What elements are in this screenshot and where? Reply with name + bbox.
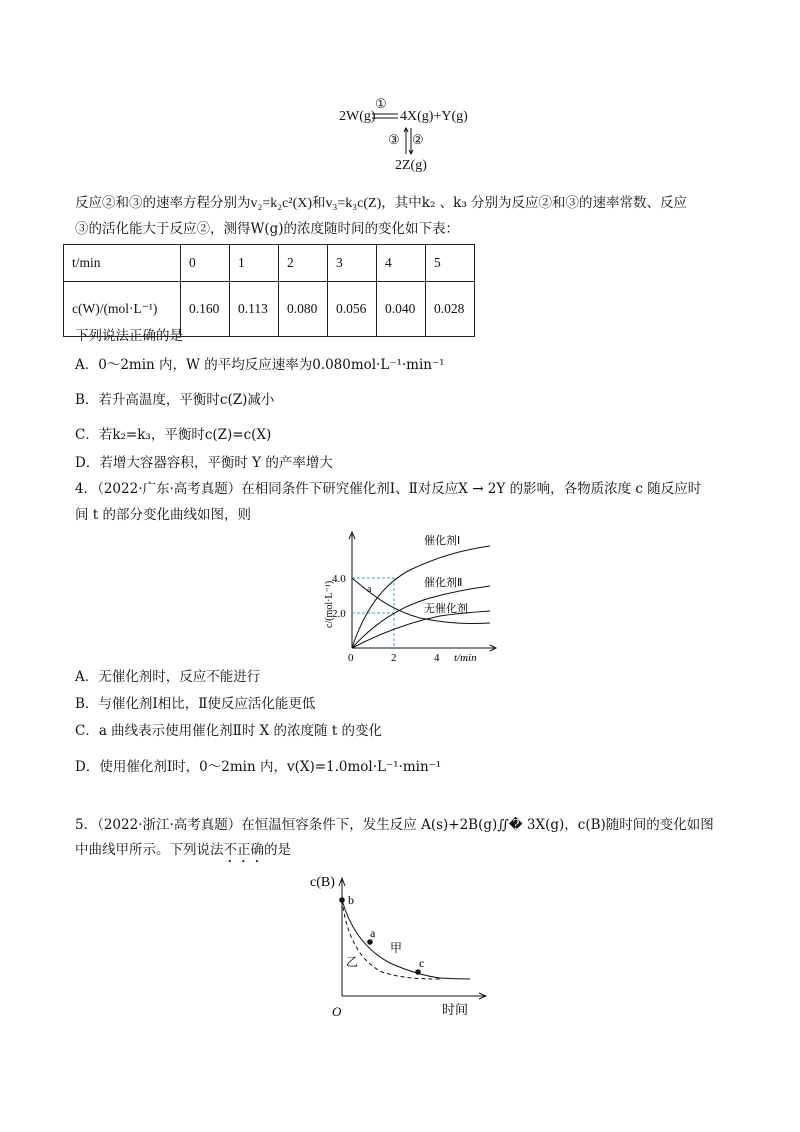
y-tick-label: 4.0 (332, 573, 346, 585)
q4-option-b: B．与催化剂Ⅰ相比，Ⅱ使反应活化能更低 (75, 696, 316, 712)
curve-no-catalyst (352, 611, 490, 648)
table-cell: 0.080 (279, 282, 328, 337)
q3-paragraph-line2: ③的活化能大于反应②，测得W(g)的浓度随时间的变化如下表： (75, 221, 460, 237)
table-cell: 4 (377, 245, 426, 282)
forward-arrow-icon (372, 112, 400, 120)
q4-option-a: A．无催化剂时，反应不能进行 (75, 669, 261, 685)
curve-catalyst-2 (352, 586, 490, 648)
point-label-a: a (370, 926, 376, 940)
q3-option-b: B．若升高温度，平衡时c(Z)减小 (75, 392, 275, 408)
q3-prompt: 下列说法正确的是 (75, 328, 183, 344)
concentration-table (63, 244, 475, 337)
q5-stem-line1: 5．（2022·浙江·高考真题）在恒温恒容条件下，发生反应 A(s)+2B(g)∬� 3X(g)，c(B)随时间的变化如图 (75, 817, 714, 833)
q3-option-a: A．0～2min 内，W 的平均反应速率为0.080mol·L⁻¹·min⁻¹ (75, 357, 445, 373)
x-axis-label: 时间 (442, 1003, 469, 1018)
series-label-a: a (367, 584, 372, 595)
series-label-no-catalyst: 无催化剂 (424, 602, 468, 615)
series-label-jia: 甲 (390, 941, 403, 955)
q3-paragraph-line1: 反应②和③的速率方程分别为v₂=k₂c²(X)和v₃=k₃c(Z)，其中k₂ 、k₃ 分别为反应②和③的速率常数、反应 (75, 195, 688, 211)
point-label-b: b (348, 893, 354, 907)
table-cell: 3 (328, 245, 377, 282)
series-label-catalyst-1: 催化剂Ⅰ (424, 534, 461, 547)
x-tick-label: 4 (434, 652, 440, 664)
x-tick-label: 0 (348, 652, 354, 664)
y-axis-label: c/(mol·L⁻¹) (324, 580, 335, 628)
table-cell: 0.028 (426, 282, 475, 337)
table-cell: 0 (181, 245, 230, 282)
scheme-right: 4X(g)+Y(g) (400, 109, 468, 124)
q5-concentration-chart (300, 868, 500, 1018)
rate-equation-2: v₂=k₂c²(X) (250, 196, 313, 211)
rate-equation-3: v₃=k₃c(Z) (325, 196, 382, 211)
scheme-step3: ③ (388, 132, 400, 147)
q3-option-c: C．若k₂=k₃，平衡时c(Z)=c(X) (75, 427, 272, 443)
table-cell: 0.056 (328, 282, 377, 337)
series-label-catalyst-2: 催化剂Ⅱ (424, 576, 463, 589)
y-tick-label: 2.0 (332, 608, 346, 620)
table-cell: c(W)/(mol·L⁻¹) (64, 282, 181, 337)
table-row (64, 245, 475, 282)
q3-option-d: D．若增大容器容积，平衡时 Y 的产率增大 (75, 455, 333, 471)
y-axis-label: c(B) (310, 875, 335, 890)
point-a (367, 939, 373, 945)
table-cell: 2 (279, 245, 328, 282)
table-cell: 0.040 (377, 282, 426, 337)
point-b (339, 897, 345, 903)
scheme-step2: ② (412, 132, 424, 147)
curve-catalyst-1 (352, 546, 490, 648)
scheme-bottom: 2Z(g) (395, 158, 427, 173)
emphasis-text: 不正确 (223, 842, 264, 858)
q4-stem-line1: 4．（2022·广东·高考真题）在相同条件下研究催化剂Ⅰ、Ⅱ对反应X → 2Y 的影响，各物质浓度 c 随反应时 (75, 481, 702, 497)
point-label-c: c (419, 956, 425, 970)
q4-option-c: C．a 曲线表示使用催化剂Ⅱ时 X 的浓度随 t 的变化 (75, 723, 383, 739)
curve-jia (342, 900, 470, 979)
table-cell: 0.113 (230, 282, 279, 337)
q4-stem-line2: 间 t 的部分变化曲线如图，则 (75, 507, 252, 523)
table-cell: 0.160 (181, 282, 230, 337)
series-label-yi: 乙 (346, 955, 359, 969)
x-axis-label: t/min (454, 652, 477, 664)
table-cell: 1 (230, 245, 279, 282)
point-c (415, 969, 421, 975)
scheme-step1: ① (375, 96, 387, 111)
x-tick-label: 2 (391, 652, 397, 664)
table-cell: 5 (426, 245, 475, 282)
q4-option-d: D．使用催化剂Ⅰ时，0～2min 内，v(X)=1.0mol·L⁻¹·min⁻¹ (75, 759, 442, 775)
q5-stem-line2: 中曲线甲所示。下列说法不正确的是 (75, 842, 291, 858)
scheme-left: 2W(g) (339, 109, 376, 124)
q4-concentration-chart (310, 528, 500, 668)
table-cell: t/min (64, 245, 181, 282)
origin-label: O (332, 1004, 342, 1018)
